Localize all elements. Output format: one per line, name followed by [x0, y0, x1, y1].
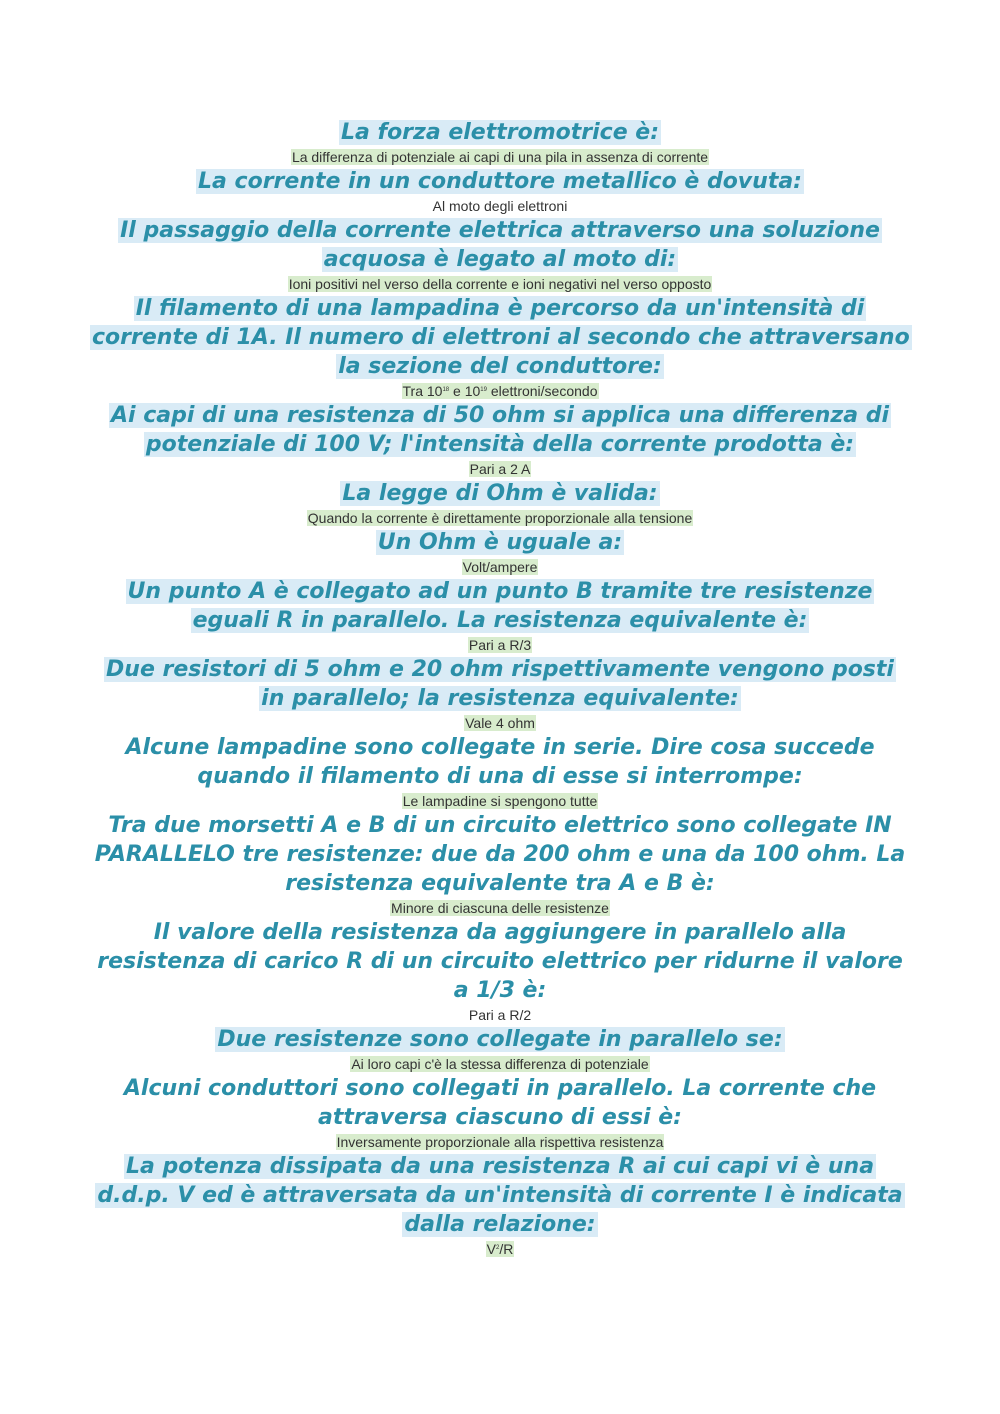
question: Alcune lampadine sono collegate in serie. Dire cosa succede quando il filamento di una di esse si interrompe:: [125, 735, 875, 789]
qa-item-8: [0, 577, 1000, 655]
answer: Al moto degli elettroni: [432, 198, 568, 214]
answer-text: Tra $10^{18}$ e $10^{19}$ elettroni/secondo: [402, 383, 598, 399]
question: Il passaggio della corrente elettrica attraverso una soluzione acquosa è legato al moto di:: [120, 218, 880, 272]
qa-item-7: [0, 528, 1000, 577]
qa-item-11: [0, 811, 1000, 918]
question: Due resistori di 5 ohm e 20 ohm rispettivamente vengono posti in parallelo; la resistenza equivalente:: [106, 657, 894, 711]
qa-item-6: [0, 479, 1000, 528]
qa-item-3: [0, 216, 1000, 294]
quiz-document: [0, 118, 1000, 1259]
answer: Inversamente proporzionale alla rispettiva resistenza: [336, 1134, 664, 1150]
question: La forza elettromotrice è:: [340, 120, 660, 145]
question: La potenza dissipata da una resistenza R ai cui capi vi è una d.d.p. V ed è attraversata da un'intensità di corrente I è indicata dalla relazione:: [97, 1154, 903, 1237]
qa-item-14: [0, 1074, 1000, 1152]
question: Il filamento di una lampadina è percorso da un'intensità di corrente di 1A. Il numero di elettroni al secondo che attraversano la sezione del conduttore:: [92, 296, 910, 379]
question: Due resistenze sono collegate in parallelo se:: [217, 1027, 783, 1052]
qa-item-1: [0, 118, 1000, 167]
answer: [0, 1239, 1000, 1259]
qa-item-12: [0, 918, 1000, 1025]
qa-item-10: [0, 733, 1000, 811]
answer-text: $V^2/R$: [486, 1241, 514, 1257]
answer: Quando la corrente è direttamente proporzionale alla tensione: [307, 510, 693, 526]
answer: Volt/ampere: [462, 559, 538, 575]
qa-item-13: [0, 1025, 1000, 1074]
answer: Pari a R/2: [468, 1007, 532, 1023]
qa-item-4: [0, 294, 1000, 401]
question: Il valore della resistenza da aggiungere in parallelo alla resistenza di carico R di un circuito elettrico per ridurne il valore a 1/3 è:: [97, 920, 903, 1003]
answer: Pari a 2 A: [469, 461, 531, 477]
answer: Vale 4 ohm: [465, 715, 535, 731]
question: Tra due morsetti A e B di un circuito elettrico sono collegate IN PARALLELO tre resistenze: due da 200 ohm e una da 100 ohm. La resistenza equivalente tra A e B è:: [94, 813, 906, 896]
answer: Ioni positivi nel verso della corrente e ioni negativi nel verso opposto: [288, 276, 712, 292]
answer: Le lampadine si spengono tutte: [402, 793, 598, 809]
question: La corrente in un conduttore metallico è dovuta:: [198, 169, 802, 194]
answer: Minore di ciascuna delle resistenze: [391, 900, 609, 916]
question: Alcuni conduttori sono collegati in parallelo. La corrente che attraversa ciascuno di essi è:: [123, 1076, 877, 1130]
question: Ai capi di una resistenza di 50 ohm si applica una differenza di potenziale di 100 V; l'intensità della corrente prodotta è:: [111, 403, 889, 457]
question: La legge di Ohm è valida:: [342, 481, 658, 506]
answer: La differenza di potenziale ai capi di una pila in assenza di corrente: [291, 149, 709, 165]
qa-item-9: [0, 655, 1000, 733]
qa-item-15: [0, 1152, 1000, 1259]
qa-item-2: [0, 167, 1000, 216]
answer: Pari a R/3: [468, 637, 532, 653]
qa-item-5: [0, 401, 1000, 479]
question: Un Ohm è uguale a:: [377, 530, 623, 555]
answer: [0, 381, 1000, 401]
answer: Ai loro capi c'è la stessa differenza di potenziale: [351, 1056, 649, 1072]
question: Un punto A è collegato ad un punto B tramite tre resistenze eguali R in parallelo. La resistenza equivalente è:: [127, 579, 873, 633]
